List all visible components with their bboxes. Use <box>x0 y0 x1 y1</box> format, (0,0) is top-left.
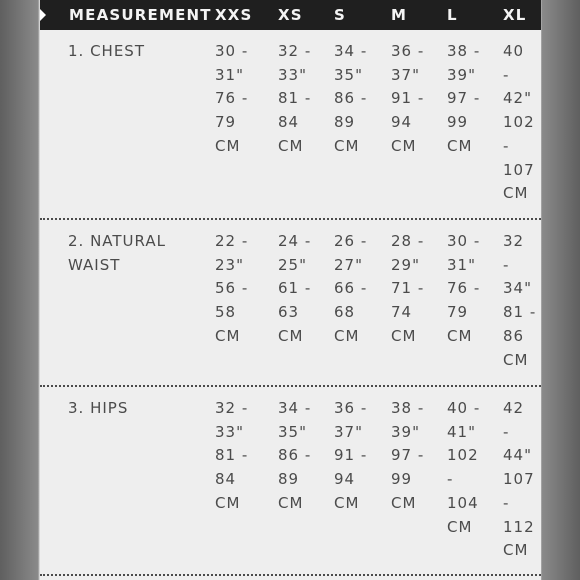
header-xs: XS <box>278 6 303 24</box>
cell-hips-s: 36 - 37" 91 - 94 CM <box>334 399 368 512</box>
cell-chest-xs: 32 - 33" 81 - 84 CM <box>278 42 312 155</box>
cell-waist-xs: 24 - 25" 61 - 63 CM <box>278 232 312 345</box>
cell-chest-xxs: 30 - 31" 76 - 79 CM <box>215 42 249 155</box>
cell-chest-xl: 40 - 42" 102 - 107 CM <box>503 42 535 203</box>
table-row-chest <box>40 30 541 220</box>
size-chart <box>40 0 541 580</box>
cell-chest-l: 38 - 39" 97 - 99 CM <box>447 42 481 155</box>
header-xl: XL <box>503 6 527 24</box>
table-row-hips <box>40 387 541 580</box>
table-header <box>40 0 541 30</box>
row-divider <box>40 574 541 576</box>
cell-hips-xxs: 32 - 33" 81 - 84 CM <box>215 399 249 512</box>
table-row-natural-waist <box>40 220 541 387</box>
header-s: S <box>334 6 347 24</box>
cell-chest-s: 34 - 35" 86 - 89 CM <box>334 42 368 155</box>
cell-hips-xl: 42 - 44" 107 - 112 CM <box>503 399 535 560</box>
header-xxs: XXS <box>215 6 253 24</box>
header-measurement: MEASUREMENT <box>69 6 212 24</box>
cell-waist-l: 30 - 31" 76 - 79 CM <box>447 232 481 345</box>
cell-waist-xl: 32 - 34" 81 - 86 CM <box>503 232 537 369</box>
cell-waist-s: 26 - 27" 66 - 68 CM <box>334 232 368 345</box>
play-arrow-icon <box>40 9 46 21</box>
row-label-chest: 1. CHEST <box>68 42 145 60</box>
cell-hips-m: 38 - 39" 97 - 99 CM <box>391 399 425 512</box>
cell-hips-l: 40 - 41" 102 - 104 CM <box>447 399 481 536</box>
cell-waist-xxs: 22 - 23" 56 - 58 CM <box>215 232 249 345</box>
row-label-natural-waist: 2. NATURAL WAIST <box>68 232 166 274</box>
cell-waist-m: 28 - 29" 71 - 74 CM <box>391 232 425 345</box>
cell-chest-m: 36 - 37" 91 - 94 CM <box>391 42 425 155</box>
cell-hips-xs: 34 - 35" 86 - 89 CM <box>278 399 312 512</box>
header-l: L <box>447 6 458 24</box>
row-label-hips: 3. HIPS <box>68 399 129 417</box>
header-m: M <box>391 6 408 24</box>
